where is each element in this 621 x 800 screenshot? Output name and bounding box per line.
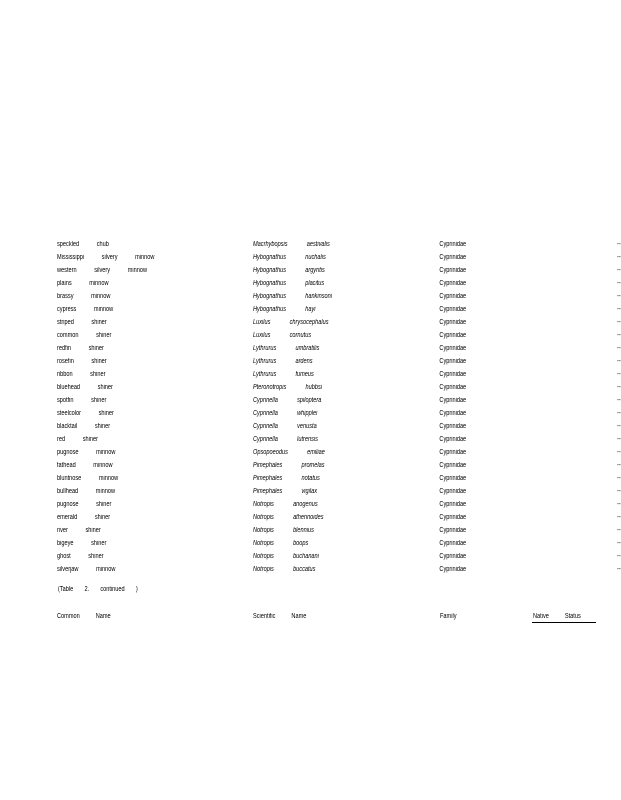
- scientific-name-word: Hybognathus: [253, 267, 287, 274]
- common-name-word: silvery: [101, 254, 118, 261]
- family-name: Cyprinidae: [439, 358, 467, 365]
- common-name-word: shiner: [88, 553, 104, 560]
- family-name: Cyprinidae: [439, 449, 467, 456]
- common-name-word: Mississippi: [57, 254, 85, 261]
- common-name-word: minnow: [93, 462, 113, 469]
- common-name: [57, 355, 124, 368]
- scientific-name-word: Cyprinella: [253, 436, 278, 443]
- common-name-word: minnow: [127, 267, 147, 274]
- common-name-word: striped: [57, 319, 74, 326]
- scientific-name-word: Cyprinella: [253, 397, 278, 404]
- common-name: [57, 407, 131, 420]
- table-row: [57, 290, 621, 303]
- scientific-name: [253, 238, 349, 251]
- scientific-name-word: Hybognathus: [253, 306, 287, 313]
- common-name-word: spotfin: [57, 397, 74, 404]
- common-name: [57, 537, 124, 550]
- native-status: --: [617, 449, 621, 456]
- family-name: Cyprinidae: [439, 254, 467, 261]
- common-name-word: pugnose: [57, 501, 79, 508]
- scientific-name-word: Pimephales: [253, 488, 283, 495]
- common-name: [57, 433, 116, 446]
- header-word: Common: [57, 613, 80, 620]
- family-name: Cyprinidae: [439, 410, 467, 417]
- table-row: [57, 251, 621, 264]
- scientific-name-word: blennius: [293, 527, 314, 534]
- scientific-name-word: placitus: [305, 280, 325, 287]
- scientific-name-word: Hybognathus: [253, 293, 287, 300]
- common-name: [57, 329, 129, 342]
- common-name-word: pugnose: [57, 449, 79, 456]
- header-underline: [532, 622, 596, 623]
- native-status: --: [617, 319, 621, 326]
- scientific-name-word: notatus: [301, 475, 320, 482]
- scientific-name-word: Luxilus: [253, 319, 271, 326]
- scientific-name-word: Lythrurus: [253, 371, 277, 378]
- common-name-word: minnow: [89, 280, 109, 287]
- common-name-word: bluntnose: [57, 475, 82, 482]
- native-status: --: [617, 254, 621, 261]
- family-name: Cyprinidae: [439, 488, 467, 495]
- table-row: [57, 407, 621, 420]
- header-word: Status: [564, 613, 581, 620]
- common-name: [57, 420, 128, 433]
- scientific-name: [253, 511, 343, 524]
- scientific-name-word: hankinsoni: [305, 293, 332, 300]
- table-row: [57, 394, 621, 407]
- scientific-name-word: boops: [293, 540, 309, 547]
- common-name-word: western: [57, 267, 77, 274]
- scientific-name: [253, 485, 336, 498]
- common-name-word: ribbon: [57, 371, 73, 378]
- family-name: Cyprinidae: [439, 462, 467, 469]
- table-row: [57, 316, 621, 329]
- scientific-name-word: umbratilis: [295, 345, 320, 352]
- native-status: --: [617, 397, 621, 404]
- species-table: [57, 238, 621, 576]
- common-name: [57, 524, 118, 537]
- table-row: [57, 264, 621, 277]
- continued-word: 2.: [84, 586, 90, 593]
- scientific-name-word: Hybognathus: [253, 254, 287, 261]
- table-row: [57, 550, 621, 563]
- scientific-name-word: anogenus: [293, 501, 318, 508]
- scientific-name-word: Notropis: [253, 540, 274, 547]
- continued-word: ): [135, 586, 138, 593]
- common-name-word: chub: [96, 241, 109, 248]
- family-name: Cyprinidae: [439, 397, 467, 404]
- native-status: --: [617, 267, 621, 274]
- scientific-name-word: Lythrurus: [253, 358, 277, 365]
- scientific-name: [253, 277, 343, 290]
- table-continued-note: [58, 586, 149, 593]
- table-row: [57, 368, 621, 381]
- common-name-word: shiner: [94, 514, 111, 521]
- table-header: [57, 611, 597, 623]
- header-family: Family: [440, 613, 457, 620]
- common-name-word: plains: [57, 280, 72, 287]
- family-name: Cyprinidae: [439, 527, 467, 534]
- native-status: --: [617, 280, 621, 287]
- family-name: Cyprinidae: [439, 553, 467, 560]
- native-status: --: [617, 345, 621, 352]
- common-name-word: brassy: [57, 293, 74, 300]
- common-name-word: emerald: [57, 514, 78, 521]
- header-word: Scientific: [253, 613, 276, 620]
- table-row: [57, 303, 621, 316]
- common-name-word: minnow: [96, 566, 116, 573]
- scientific-name-word: Pteronotropis: [253, 384, 287, 391]
- common-name: [57, 446, 133, 459]
- scientific-name: [253, 498, 337, 511]
- common-name-word: bigeye: [57, 540, 74, 547]
- common-name: [57, 381, 131, 394]
- common-name-word: shiner: [97, 384, 113, 391]
- family-name: Cyprinidae: [439, 293, 467, 300]
- family-name: Cyprinidae: [439, 436, 467, 443]
- native-status: --: [617, 462, 621, 469]
- header-word: Name: [291, 613, 307, 620]
- common-name-word: fathead: [57, 462, 76, 469]
- family-name: Cyprinidae: [439, 514, 467, 521]
- scientific-name-word: cornutus: [289, 332, 312, 339]
- common-name-word: shiner: [90, 371, 106, 378]
- scientific-name-word: promelas: [301, 462, 325, 469]
- family-name: Cyprinidae: [439, 267, 467, 274]
- native-status: --: [617, 241, 621, 248]
- native-status: --: [617, 371, 621, 378]
- common-name-word: speckled: [57, 241, 80, 248]
- common-name: [57, 511, 128, 524]
- common-name-word: shiner: [98, 410, 114, 417]
- header-scientific-name: [253, 611, 306, 623]
- common-name-word: minnow: [98, 475, 119, 482]
- common-name: [57, 303, 131, 316]
- native-status: --: [617, 475, 621, 482]
- scientific-name-word: venusta: [297, 423, 317, 430]
- scientific-name: [253, 524, 333, 537]
- family-name: Cyprinidae: [439, 280, 467, 287]
- scientific-name-word: chrysocephalus: [289, 319, 329, 326]
- scientific-name: [253, 433, 337, 446]
- scientific-name-word: argyritis: [305, 267, 325, 274]
- family-name: Cyprinidae: [439, 501, 467, 508]
- scientific-name: [253, 316, 348, 329]
- common-name-word: minnow: [96, 449, 116, 456]
- scientific-name-word: fumeus: [295, 371, 314, 378]
- common-name-word: bullhead: [57, 488, 79, 495]
- table-row: [57, 537, 621, 550]
- native-status: --: [617, 566, 621, 573]
- common-name-word: shiner: [91, 319, 107, 326]
- common-name: [57, 238, 126, 251]
- common-name: [57, 394, 124, 407]
- scientific-name: [253, 264, 344, 277]
- scientific-name-word: Opsopoeodus: [253, 449, 288, 456]
- continued-word: continued: [100, 586, 125, 593]
- common-name: [57, 251, 172, 264]
- scientific-name-word: lutrensis: [297, 436, 318, 443]
- table-row: [57, 277, 621, 290]
- table-row: [57, 433, 621, 446]
- scientific-name-word: ardens: [295, 358, 313, 365]
- scientific-name: [253, 368, 333, 381]
- family-name: Cyprinidae: [439, 423, 467, 430]
- scientific-name: [253, 355, 332, 368]
- scientific-name: [253, 420, 336, 433]
- scientific-name: [253, 446, 344, 459]
- scientific-name: [253, 550, 338, 563]
- common-name-word: rosefin: [57, 358, 74, 365]
- common-name-word: river: [57, 527, 68, 534]
- scientific-name-word: buchanani: [293, 553, 319, 560]
- common-name: [57, 550, 121, 563]
- common-name-word: silvery: [94, 267, 111, 274]
- native-status: --: [617, 306, 621, 313]
- scientific-name: [253, 563, 335, 576]
- scientific-name-word: buccatus: [293, 566, 316, 573]
- scientific-name-word: aestivalis: [306, 241, 330, 248]
- scientific-name-word: Cyprinella: [253, 410, 278, 417]
- scientific-name: [253, 342, 339, 355]
- scientific-name: [253, 394, 341, 407]
- native-status: --: [617, 332, 621, 339]
- common-name-word: shiner: [88, 345, 104, 352]
- table-row: [57, 355, 621, 368]
- scientific-name: [253, 329, 330, 342]
- common-name: [57, 264, 165, 277]
- common-name-word: common: [57, 332, 79, 339]
- table-row: [57, 420, 621, 433]
- table-row: [57, 485, 621, 498]
- scientific-name-word: Luxilus: [253, 332, 271, 339]
- common-name-word: bluehead: [57, 384, 81, 391]
- common-name-word: ghost: [57, 553, 71, 560]
- scientific-name-word: spiloptera: [297, 397, 322, 404]
- native-status: --: [617, 488, 621, 495]
- common-name-word: steelcolor: [57, 410, 81, 417]
- scientific-name-word: Pimephales: [253, 475, 283, 482]
- scientific-name: [253, 251, 345, 264]
- scientific-name: [253, 381, 341, 394]
- scientific-name-word: nuchalis: [305, 254, 326, 261]
- common-name-word: shiner: [82, 436, 98, 443]
- native-status: --: [617, 423, 621, 430]
- common-name-word: shiner: [85, 527, 101, 534]
- table-row: [57, 511, 621, 524]
- common-name-word: cypress: [57, 306, 77, 313]
- header-word: Name: [95, 613, 111, 620]
- scientific-name-word: Hybognathus: [253, 280, 287, 287]
- family-name: Cyprinidae: [439, 332, 467, 339]
- common-name-word: minnow: [91, 293, 111, 300]
- table-row: [57, 329, 621, 342]
- scientific-name: [253, 537, 328, 550]
- family-name: Cyprinidae: [439, 540, 467, 547]
- table-row: [57, 498, 621, 511]
- continued-word: (Table: [58, 586, 74, 593]
- table-row: [57, 459, 621, 472]
- header-word: Native: [533, 613, 549, 620]
- scientific-name-word: atherinoides: [293, 514, 324, 521]
- scientific-name-word: Notropis: [253, 566, 274, 573]
- family-name: Cyprinidae: [439, 566, 467, 573]
- scientific-name-word: hubbsi: [305, 384, 323, 391]
- family-name: Cyprinidae: [439, 371, 467, 378]
- table-row: [57, 563, 621, 576]
- scientific-name: [253, 407, 337, 420]
- scientific-name-word: hayi: [305, 306, 316, 313]
- common-name: [57, 277, 126, 290]
- native-status: --: [617, 501, 621, 508]
- common-name-word: silverjaw: [57, 566, 79, 573]
- common-name: [57, 472, 136, 485]
- common-name-word: minnow: [93, 306, 114, 313]
- common-name: [57, 563, 133, 576]
- common-name-word: red: [57, 436, 66, 443]
- common-name: [57, 368, 123, 381]
- common-name-word: shiner: [96, 501, 112, 508]
- native-status: --: [617, 553, 621, 560]
- family-name: Cyprinidae: [439, 475, 467, 482]
- family-name: Cyprinidae: [439, 306, 467, 313]
- header-common-name: [57, 611, 111, 623]
- native-status: --: [617, 436, 621, 443]
- table-row: [57, 472, 621, 485]
- native-status: --: [617, 514, 621, 521]
- family-name: Cyprinidae: [439, 384, 467, 391]
- native-status: --: [617, 527, 621, 534]
- common-name-word: shiner: [91, 540, 107, 547]
- common-name-word: minnow: [135, 254, 155, 261]
- scientific-name-word: vigilax: [301, 488, 318, 495]
- scientific-name-word: whipplei: [297, 410, 318, 417]
- common-name: [57, 459, 130, 472]
- scientific-name: [253, 303, 335, 316]
- table-row: [57, 524, 621, 537]
- scientific-name-word: Notropis: [253, 527, 274, 534]
- table-row: [57, 446, 621, 459]
- scientific-name-word: Notropis: [253, 514, 274, 521]
- native-status: --: [617, 293, 621, 300]
- table-row: [57, 238, 621, 251]
- common-name-word: shiner: [91, 358, 107, 365]
- table-row: [57, 342, 621, 355]
- common-name-word: shiner: [91, 397, 107, 404]
- family-name: Cyprinidae: [439, 319, 467, 326]
- native-status: --: [617, 384, 621, 391]
- common-name-word: blacktail: [57, 423, 78, 430]
- scientific-name: [253, 472, 339, 485]
- common-name-word: shiner: [94, 423, 111, 430]
- scientific-name-word: Lythrurus: [253, 345, 277, 352]
- scientific-name-word: emiliae: [307, 449, 325, 456]
- scientific-name-word: Cyprinella: [253, 423, 278, 430]
- common-name: [57, 342, 121, 355]
- scientific-name-word: Notropis: [253, 501, 274, 508]
- family-name: Cyprinidae: [439, 345, 467, 352]
- common-name: [57, 290, 128, 303]
- common-name-word: minnow: [95, 488, 116, 495]
- scientific-name: [253, 290, 351, 303]
- scientific-name-word: Pimephales: [253, 462, 283, 469]
- table-row: [57, 381, 621, 394]
- scientific-name-word: Notropis: [253, 553, 274, 560]
- native-status: --: [617, 540, 621, 547]
- native-status: --: [617, 358, 621, 365]
- scientific-name: [253, 459, 344, 472]
- common-name-word: redfin: [57, 345, 72, 352]
- native-status: --: [617, 410, 621, 417]
- common-name: [57, 316, 124, 329]
- family-name: Cyprinidae: [439, 241, 467, 248]
- common-name: [57, 498, 129, 511]
- common-name: [57, 485, 133, 498]
- common-name-word: shiner: [96, 332, 112, 339]
- scientific-name-word: Macrhybopsis: [253, 241, 288, 248]
